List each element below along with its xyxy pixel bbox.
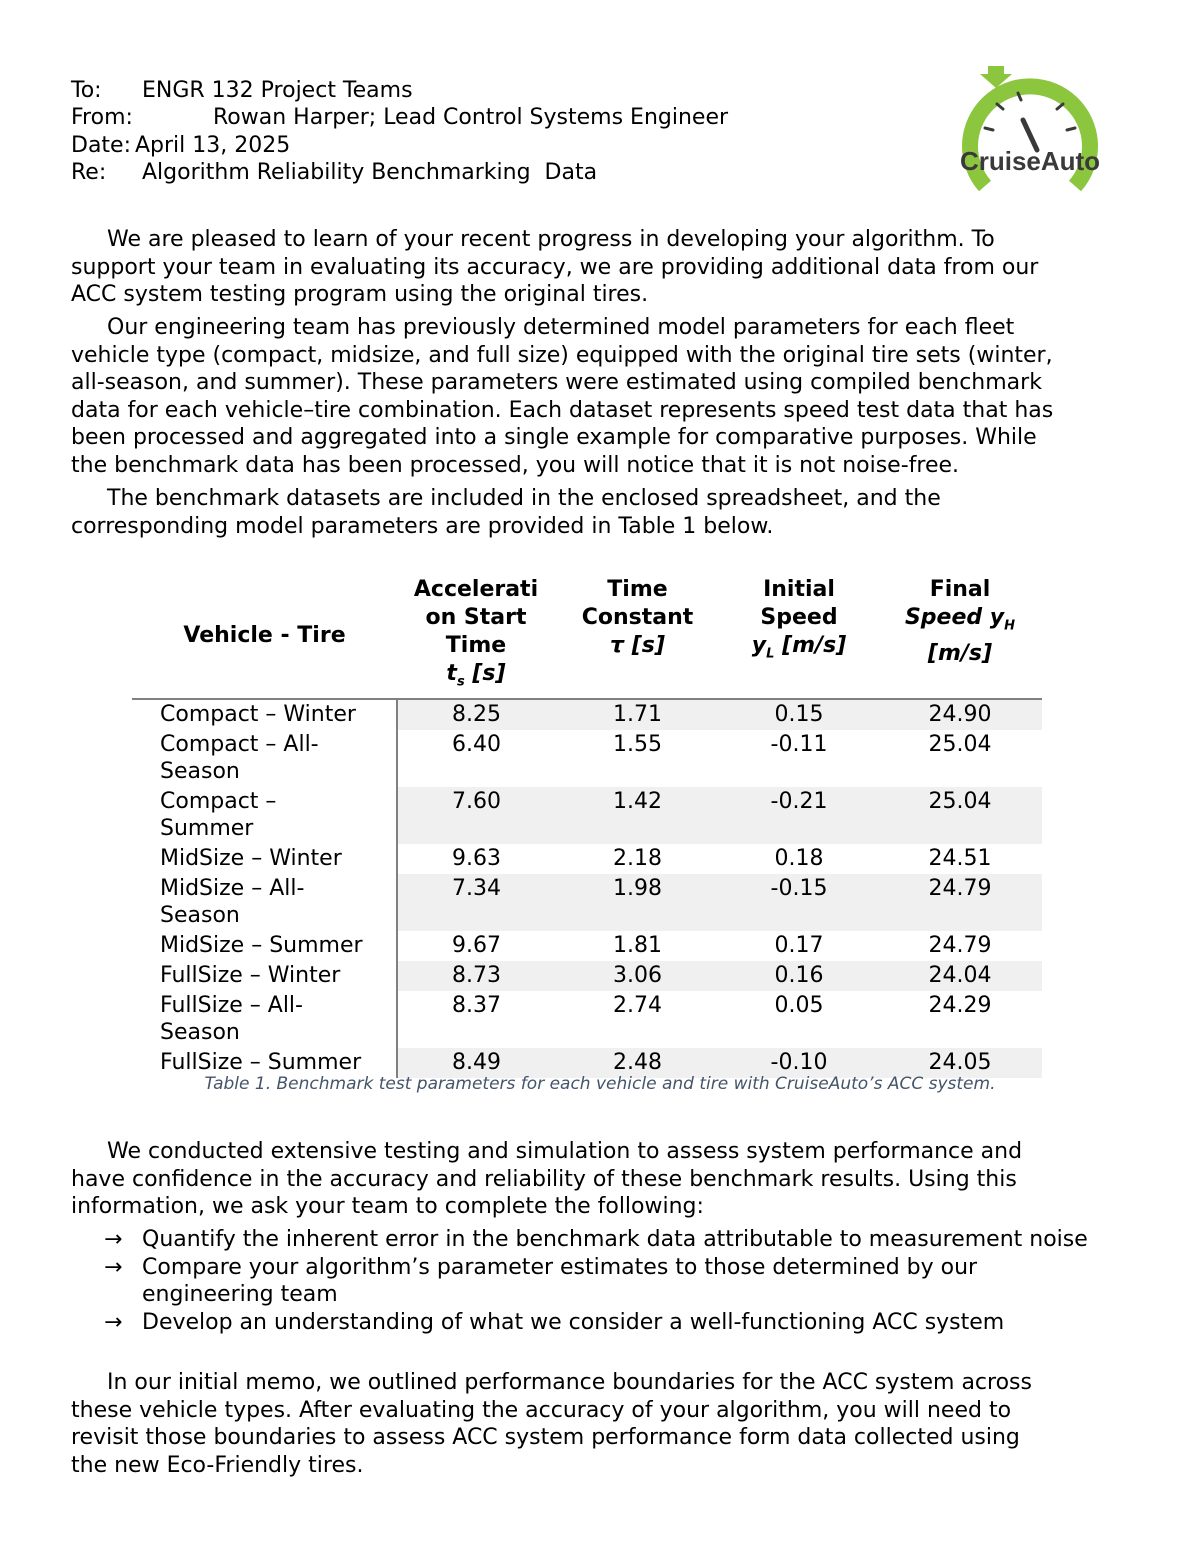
logo-text: CruiseAuto [959,146,1101,176]
text-line: The benchmark datasets are included in the enclosed spreadsheet, and the [107,486,941,511]
text-line: In our initial memo, we outlined performance boundaries for the ACC system across [107,1370,1032,1395]
table-row [132,961,1042,991]
table-row [132,991,1042,1048]
text-line: revisit those boundaries to assess ACC system performance form data collected using [71,1425,1020,1450]
arrow-right-icon: → [104,1227,123,1252]
body-paragraph-5 [71,1369,1131,1479]
table-row [132,699,1042,730]
cell-ts: 8.37 [452,993,501,1019]
cell-ts: 8.49 [397,1048,555,1078]
cell-tau: 1.98 [555,874,720,931]
text-line: all-season, and summer). These parameters were estimated using compiled benchmark [71,370,1042,395]
cell-yh: 25.04 [878,787,1042,844]
text-line: We conducted extensive testing and simulation to assess system performance and [107,1139,1023,1164]
cell-yl: -0.21 [720,787,878,844]
cell-yl: 0.17 [774,933,824,959]
table-row [132,874,1042,931]
cell-tau: 1.42 [555,787,720,844]
date-value: April 13, 2025 [135,133,291,158]
cell-ts: 9.63 [452,846,501,872]
cell-yl: -0.11 [770,732,828,758]
cell-yl: -0.10 [720,1048,878,1078]
cell-yh: 25.04 [928,732,992,758]
memo-date-line [71,132,290,160]
text-line: Our engineering team has previously determined model parameters for each fleet [107,315,1015,340]
text-line: ACC system testing program using the original tires. [71,282,649,307]
header-vehicle-tire: Vehicle - Tire [132,576,397,699]
cell-ts: 8.73 [397,961,555,991]
text-line: corresponding model parameters are provided in Table 1 below. [71,513,774,539]
text-line: been processed and aggregated into a single example for comparative purposes. While [71,425,1037,450]
cell-ts: 7.34 [397,874,555,931]
cell-yh: 24.04 [878,961,1042,991]
task-list [104,1226,1104,1336]
row-label: MidSize – Winter [132,844,397,874]
text-line: the new Eco-Friendly tires. [71,1452,364,1478]
intro-paragraph-2 [71,314,1131,479]
cell-yl: -0.15 [720,874,878,931]
list-item: → Compare your algorithm’s parameter estimates to those determined by our engineering team [104,1254,978,1307]
text-line: data for each vehicle–tire combination. Each dataset represents speed test data that has [71,397,1054,423]
from-value: Rowan Harper; Lead Control Systems Engineer [213,105,729,130]
cell-tau: 1.81 [613,933,662,959]
header-acceleration-start-time: Accelerati on Start Time $t_s$ [s] [397,576,555,699]
text-line: We are pleased to learn of your recent progress in developing your algorithm. To [107,227,995,252]
header-final-speed: Final Speed $y_H$ [m/s] [878,576,1042,699]
intro-paragraph-1 [71,226,1131,309]
table-row [132,844,1042,874]
text-line: have confidence in the accuracy and reliability of these benchmark results. Using this [71,1166,1017,1192]
from-label: From: [71,105,133,130]
row-label: FullSize – All-Season [132,991,397,1048]
cell-tau: 2.48 [555,1048,720,1078]
cell-tau: 1.55 [613,732,662,758]
cell-yl: 0.16 [720,961,878,991]
memo-to-line [71,77,413,105]
cell-yh: 24.29 [928,993,992,1019]
list-item: → Develop an understanding of what we consider a well-functioning ACC system [104,1309,1005,1335]
text-line: the benchmark data has been processed, you will notice that it is not noise-free. [71,452,960,478]
arrow-right-icon: → [104,1309,123,1335]
cell-yh: 24.05 [878,1048,1042,1078]
cell-tau: 2.18 [613,846,662,872]
cell-yh: 24.79 [878,874,1042,931]
text-line: information, we ask your team to complete the following: [71,1194,704,1219]
date-label: Date: [71,133,131,158]
cell-tau: 2.74 [613,993,662,1019]
list-item: → Quantify the inherent error in the benchmark data attributable to measurement noise [104,1227,1088,1252]
cell-yh: 24.90 [878,699,1042,730]
cell-yl: 0.15 [720,699,878,730]
header-initial-speed: Initial Speed $y_L$ [m/s] [720,576,878,699]
cell-yl: 0.18 [774,846,824,872]
table-row [132,730,1042,787]
table-row [132,931,1042,961]
row-label: FullSize – Winter [132,961,397,991]
cell-yh: 24.51 [928,846,992,872]
cell-ts: 8.25 [397,699,555,730]
to-value: ENGR 132 Project Teams [142,78,413,103]
table-row [132,787,1042,844]
cell-tau: 1.71 [555,699,720,730]
re-label: Re: [71,160,107,185]
text-line: support your team in evaluating its accuracy, we are providing additional data from our [71,254,1039,280]
text-line: vehicle type (compact, midsize, and full size) equipped with the original tire sets (winter, [71,342,1053,368]
row-label: FullSize – Summer [132,1048,397,1078]
re-value: Algorithm Reliability Benchmarking Data [142,160,598,185]
row-label: Compact – All-Season [132,730,397,787]
text-line: these vehicle types. After evaluating the accuracy of your algorithm, you will need to [71,1397,1012,1423]
row-label: MidSize – All-Season [132,874,397,931]
cell-yl: 0.05 [774,993,824,1019]
table-header-row [132,576,1042,699]
table-caption: Table 1. Benchmark test parameters for each vehicle and tire with CruiseAuto’s ACC system. [204,1074,996,1094]
cell-tau: 3.06 [555,961,720,991]
row-label: Compact – Summer [132,787,397,844]
cell-ts: 6.40 [452,732,501,758]
arrow-right-icon: → [104,1254,123,1280]
intro-paragraph-3 [71,485,1131,540]
body-paragraph-4 [71,1138,1131,1221]
row-label: MidSize – Summer [132,931,397,961]
cell-yh: 24.79 [928,933,992,959]
benchmark-parameters-table [132,576,1042,1078]
cruiseauto-logo [955,58,1105,198]
to-label: To: [71,78,102,103]
row-label: Compact – Winter [132,699,397,730]
cell-ts: 9.67 [452,933,501,959]
memo-from-line [71,104,728,132]
memo-re-line [71,159,597,187]
cell-ts: 7.60 [397,787,555,844]
header-time-constant: Time Constant τ [s] [555,576,720,699]
